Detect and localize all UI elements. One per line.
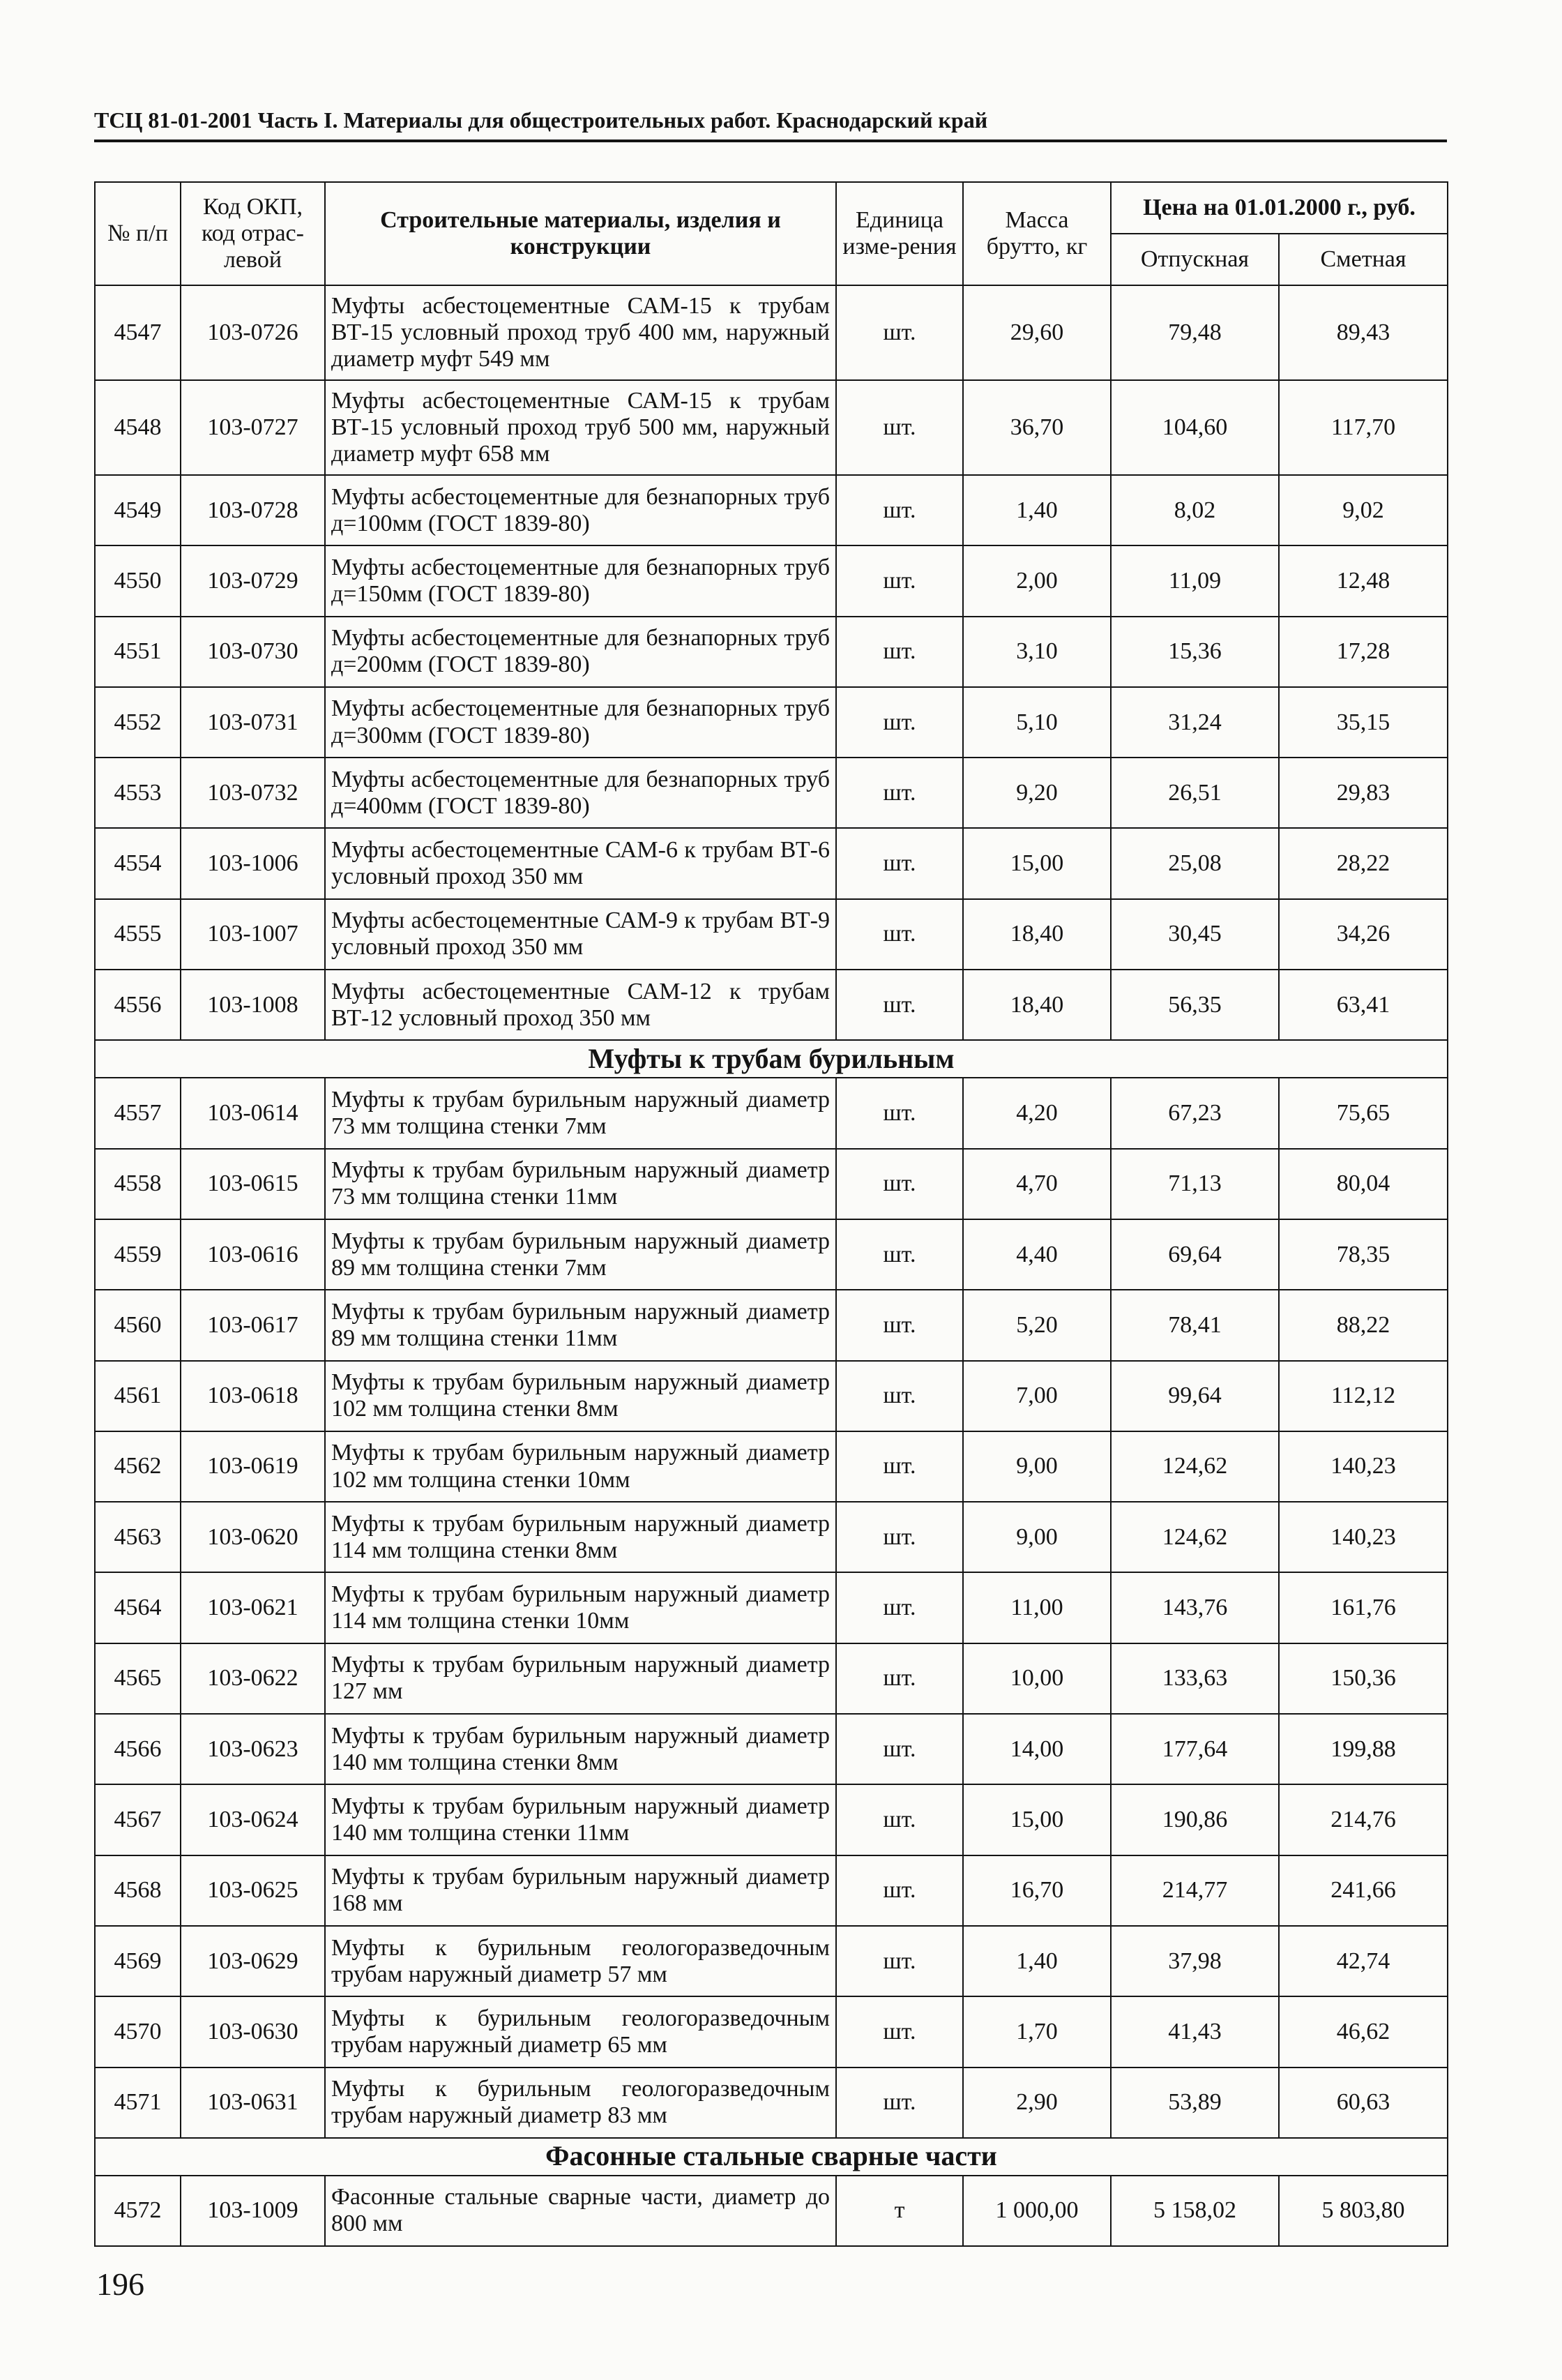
row-code: 103-0728 [181, 475, 325, 545]
row-price-release: 37,98 [1111, 1926, 1279, 1996]
table-row [95, 758, 1448, 828]
row-number: 4566 [95, 1714, 181, 1784]
table-row [95, 1784, 1448, 1855]
table-row [95, 1926, 1448, 1996]
row-code: 103-0622 [181, 1643, 325, 1714]
table-header [95, 182, 1448, 285]
row-unit: шт. [836, 1855, 963, 1926]
row-price-release: 190,86 [1111, 1784, 1279, 1855]
row-unit: шт. [836, 1149, 963, 1219]
row-price-release: 124,62 [1111, 1431, 1279, 1502]
row-name: Муфты к бурильным геологоразведочным трубам наружный диаметр 65 мм [325, 1996, 836, 2067]
table-row [95, 1149, 1448, 1219]
row-code: 103-1008 [181, 970, 325, 1040]
row-mass: 4,40 [963, 1219, 1111, 1290]
row-code: 103-0726 [181, 285, 325, 380]
table-row [95, 899, 1448, 970]
row-name: Муфты асбестоцементные САМ-15 к трубам ВТ-15 условный проход труб 500 мм, наружный диаметр муфт 658 мм [325, 380, 836, 475]
row-mass: 16,70 [963, 1855, 1111, 1926]
row-price-release: 26,51 [1111, 758, 1279, 828]
row-code: 103-0619 [181, 1431, 325, 1502]
table-row [95, 1361, 1448, 1431]
row-unit: шт. [836, 1502, 963, 1572]
row-price-estimate: 78,35 [1279, 1219, 1448, 1290]
section-title-drill-pipes-row [95, 1040, 1448, 1078]
row-mass: 36,70 [963, 380, 1111, 475]
table-row [95, 380, 1448, 475]
col-header-mass: Масса брутто, кг [963, 182, 1111, 285]
row-name: Муфты к трубам бурильным наружный диаметр 168 мм [325, 1855, 836, 1926]
table-row [95, 1219, 1448, 1290]
row-name: Муфты к трубам бурильным наружный диаметр 89 мм толщина стенки 7мм [325, 1219, 836, 1290]
row-unit: шт. [836, 1714, 963, 1784]
row-number: 4548 [95, 380, 181, 475]
table-row [95, 2176, 1448, 2246]
row-mass: 15,00 [963, 1784, 1111, 1855]
row-unit: шт. [836, 285, 963, 380]
table-row [95, 475, 1448, 545]
row-price-estimate: 9,02 [1279, 475, 1448, 545]
table-row [95, 1290, 1448, 1360]
section-title-steel-fittings-row [95, 2138, 1448, 2176]
col-header-price-estimate: Сметная [1279, 234, 1448, 285]
row-price-estimate: 89,43 [1279, 285, 1448, 380]
table-row [95, 1643, 1448, 1714]
row-mass: 10,00 [963, 1643, 1111, 1714]
row-code: 103-1006 [181, 828, 325, 898]
row-mass: 1,40 [963, 1926, 1111, 1996]
row-code: 103-0731 [181, 687, 325, 758]
row-mass: 1,70 [963, 1996, 1111, 2067]
table-row [95, 970, 1448, 1040]
row-name: Муфты к трубам бурильным наружный диаметр 89 мм толщина стенки 11мм [325, 1290, 836, 1360]
row-price-estimate: 112,12 [1279, 1361, 1448, 1431]
row-code: 103-1007 [181, 899, 325, 970]
row-number: 4570 [95, 1996, 181, 2067]
row-code: 103-0623 [181, 1714, 325, 1784]
table-row [95, 1855, 1448, 1926]
table-row [95, 687, 1448, 758]
page-number: 196 [96, 2266, 144, 2302]
row-price-release: 78,41 [1111, 1290, 1279, 1360]
row-name: Муфты к трубам бурильным наружный диаметр 102 мм толщина стенки 8мм [325, 1361, 836, 1431]
row-price-release: 56,35 [1111, 970, 1279, 1040]
row-code: 103-0732 [181, 758, 325, 828]
row-number: 4560 [95, 1290, 181, 1360]
row-code: 103-0621 [181, 1572, 325, 1643]
row-mass: 15,00 [963, 828, 1111, 898]
row-name: Муфты асбестоцементные для безнапорных труб д=300мм (ГОСТ 1839-80) [325, 687, 836, 758]
row-price-estimate: 28,22 [1279, 828, 1448, 898]
row-name: Муфты асбестоцементные для безнапорных труб д=400мм (ГОСТ 1839-80) [325, 758, 836, 828]
row-price-estimate: 140,23 [1279, 1502, 1448, 1572]
row-mass: 18,40 [963, 970, 1111, 1040]
row-name: Муфты к трубам бурильным наружный диаметр 114 мм толщина стенки 10мм [325, 1572, 836, 1643]
row-code: 103-0614 [181, 1078, 325, 1148]
row-price-estimate: 80,04 [1279, 1149, 1448, 1219]
table-row [95, 545, 1448, 616]
row-price-estimate: 161,76 [1279, 1572, 1448, 1643]
col-header-price-group: Цена на 01.01.2000 г., руб. [1111, 182, 1448, 234]
page-header: ТСЦ 81-01-2001 Часть I. Материалы для общестроительных работ. Краснодарский край [94, 107, 988, 133]
row-number: 4571 [95, 2068, 181, 2138]
row-price-estimate: 140,23 [1279, 1431, 1448, 1502]
row-name: Муфты к трубам бурильным наружный диаметр 73 мм толщина стенки 11мм [325, 1149, 836, 1219]
row-code: 103-0624 [181, 1784, 325, 1855]
row-number: 4564 [95, 1572, 181, 1643]
row-unit: шт. [836, 687, 963, 758]
row-unit: шт. [836, 828, 963, 898]
row-number: 4551 [95, 617, 181, 687]
row-mass: 29,60 [963, 285, 1111, 380]
row-mass: 11,00 [963, 1572, 1111, 1643]
row-price-release: 30,45 [1111, 899, 1279, 970]
row-price-release: 104,60 [1111, 380, 1279, 475]
table-row [95, 828, 1448, 898]
row-price-estimate: 12,48 [1279, 545, 1448, 616]
row-mass: 1,40 [963, 475, 1111, 545]
row-code: 103-0631 [181, 2068, 325, 2138]
row-mass: 3,10 [963, 617, 1111, 687]
table-row [95, 1502, 1448, 1572]
row-number: 4572 [95, 2176, 181, 2246]
table-body [95, 285, 1448, 2246]
row-unit: шт. [836, 1643, 963, 1714]
row-price-release: 8,02 [1111, 475, 1279, 545]
row-price-estimate: 34,26 [1279, 899, 1448, 970]
row-name: Муфты асбестоцементные САМ-6 к трубам ВТ-6 условный проход 350 мм [325, 828, 836, 898]
row-code: 103-0729 [181, 545, 325, 616]
row-name: Муфты к бурильным геологоразведочным трубам наружный диаметр 57 мм [325, 1926, 836, 1996]
row-price-release: 53,89 [1111, 2068, 1279, 2138]
row-name: Муфты асбестоцементные САМ-12 к трубам ВТ-12 условный проход 350 мм [325, 970, 836, 1040]
row-name: Муфты асбестоцементные САМ-9 к трубам ВТ-9 условный проход 350 мм [325, 899, 836, 970]
row-number: 4549 [95, 475, 181, 545]
row-price-estimate: 29,83 [1279, 758, 1448, 828]
row-mass: 14,00 [963, 1714, 1111, 1784]
row-code: 103-0727 [181, 380, 325, 475]
row-name: Муфты к трубам бурильным наружный диаметр 140 мм толщина стенки 8мм [325, 1714, 836, 1784]
table-row [95, 285, 1448, 380]
row-unit: шт. [836, 475, 963, 545]
header-rule [94, 140, 1447, 142]
row-unit: шт. [836, 545, 963, 616]
row-price-estimate: 60,63 [1279, 2068, 1448, 2138]
row-number: 4568 [95, 1855, 181, 1926]
row-number: 4569 [95, 1926, 181, 1996]
table-row [95, 1714, 1448, 1784]
row-code: 103-0620 [181, 1502, 325, 1572]
col-header-num: № п/п [95, 182, 181, 285]
row-number: 4550 [95, 545, 181, 616]
row-price-release: 11,09 [1111, 545, 1279, 616]
row-unit: шт. [836, 899, 963, 970]
row-name: Муфты к трубам бурильным наружный диаметр 114 мм толщина стенки 8мм [325, 1502, 836, 1572]
row-number: 4557 [95, 1078, 181, 1148]
section-title-steel-fittings: Фасонные стальные сварные части [95, 2138, 1448, 2176]
row-mass: 4,70 [963, 1149, 1111, 1219]
row-name: Муфты асбестоцементные для безнапорных труб д=200мм (ГОСТ 1839-80) [325, 617, 836, 687]
row-price-release: 99,64 [1111, 1361, 1279, 1431]
row-name: Муфты к бурильным геологоразведочным трубам наружный диаметр 83 мм [325, 2068, 836, 2138]
row-unit: шт. [836, 758, 963, 828]
row-name: Муфты к трубам бурильным наружный диаметр 127 мм [325, 1643, 836, 1714]
row-number: 4547 [95, 285, 181, 380]
row-code: 103-0630 [181, 1996, 325, 2067]
row-unit: шт. [836, 1926, 963, 1996]
row-mass: 5,10 [963, 687, 1111, 758]
row-mass: 2,90 [963, 2068, 1111, 2138]
row-unit: шт. [836, 1784, 963, 1855]
table-row [95, 1572, 1448, 1643]
table-row [95, 2068, 1448, 2138]
row-price-estimate: 46,62 [1279, 1996, 1448, 2067]
table-row [95, 617, 1448, 687]
row-number: 4562 [95, 1431, 181, 1502]
row-price-estimate: 17,28 [1279, 617, 1448, 687]
row-price-release: 124,62 [1111, 1502, 1279, 1572]
row-number: 4556 [95, 970, 181, 1040]
row-price-release: 67,23 [1111, 1078, 1279, 1148]
row-unit: шт. [836, 2068, 963, 2138]
row-price-release: 15,36 [1111, 617, 1279, 687]
row-name: Муфты асбестоцементные для безнапорных труб д=100мм (ГОСТ 1839-80) [325, 475, 836, 545]
row-number: 4552 [95, 687, 181, 758]
row-code: 103-0618 [181, 1361, 325, 1431]
row-price-estimate: 117,70 [1279, 380, 1448, 475]
row-code: 103-0625 [181, 1855, 325, 1926]
row-price-estimate: 63,41 [1279, 970, 1448, 1040]
row-price-release: 5 158,02 [1111, 2176, 1279, 2246]
row-mass: 5,20 [963, 1290, 1111, 1360]
row-number: 4567 [95, 1784, 181, 1855]
table-row [95, 1996, 1448, 2067]
row-price-release: 71,13 [1111, 1149, 1279, 1219]
row-unit: шт. [836, 1572, 963, 1643]
row-price-estimate: 35,15 [1279, 687, 1448, 758]
row-price-release: 143,76 [1111, 1572, 1279, 1643]
row-unit: шт. [836, 1078, 963, 1148]
row-price-release: 41,43 [1111, 1996, 1279, 2067]
row-price-estimate: 5 803,80 [1279, 2176, 1448, 2246]
row-price-estimate: 88,22 [1279, 1290, 1448, 1360]
row-mass: 18,40 [963, 899, 1111, 970]
row-code: 103-0617 [181, 1290, 325, 1360]
row-price-estimate: 150,36 [1279, 1643, 1448, 1714]
row-mass: 9,00 [963, 1502, 1111, 1572]
row-number: 4555 [95, 899, 181, 970]
price-table [94, 181, 1448, 2247]
row-name: Муфты асбестоцементные для безнапорных труб д=150мм (ГОСТ 1839-80) [325, 545, 836, 616]
table-row [95, 1078, 1448, 1148]
row-price-estimate: 75,65 [1279, 1078, 1448, 1148]
row-price-estimate: 199,88 [1279, 1714, 1448, 1784]
row-number: 4559 [95, 1219, 181, 1290]
row-unit: шт. [836, 617, 963, 687]
row-unit: шт. [836, 1996, 963, 2067]
row-name: Муфты асбестоцементные САМ-15 к трубам ВТ-15 условный проход труб 400 мм, наружный диаметр муфт 549 мм [325, 285, 836, 380]
row-unit: шт. [836, 1290, 963, 1360]
row-number: 4554 [95, 828, 181, 898]
row-unit: шт. [836, 380, 963, 475]
section-title-drill-pipes: Муфты к трубам бурильным [95, 1040, 1448, 1078]
row-mass: 1 000,00 [963, 2176, 1111, 2246]
row-code: 103-0629 [181, 1926, 325, 1996]
row-number: 4563 [95, 1502, 181, 1572]
row-unit: шт. [836, 1361, 963, 1431]
row-name: Муфты к трубам бурильным наружный диаметр 102 мм толщина стенки 10мм [325, 1431, 836, 1502]
row-price-estimate: 42,74 [1279, 1926, 1448, 1996]
row-price-estimate: 214,76 [1279, 1784, 1448, 1855]
row-price-release: 214,77 [1111, 1855, 1279, 1926]
row-code: 103-1009 [181, 2176, 325, 2246]
row-number: 4561 [95, 1361, 181, 1431]
row-price-release: 69,64 [1111, 1219, 1279, 1290]
col-header-price-release: Отпускная [1111, 234, 1279, 285]
row-price-release: 79,48 [1111, 285, 1279, 380]
row-name: Муфты к трубам бурильным наружный диаметр 73 мм толщина стенки 7мм [325, 1078, 836, 1148]
row-unit: шт. [836, 1219, 963, 1290]
row-mass: 2,00 [963, 545, 1111, 616]
row-code: 103-0730 [181, 617, 325, 687]
row-number: 4558 [95, 1149, 181, 1219]
row-mass: 7,00 [963, 1361, 1111, 1431]
row-price-release: 133,63 [1111, 1643, 1279, 1714]
row-name: Фасонные стальные сварные части, диаметр до 800 мм [325, 2176, 836, 2246]
row-mass: 9,20 [963, 758, 1111, 828]
row-mass: 4,20 [963, 1078, 1111, 1148]
row-number: 4553 [95, 758, 181, 828]
col-header-name: Строительные материалы, изделия и конструкции [325, 182, 836, 285]
row-unit: шт. [836, 970, 963, 1040]
row-unit: т [836, 2176, 963, 2246]
col-header-code: Код ОКП, код отрас-левой [181, 182, 325, 285]
col-header-unit: Единица изме-рения [836, 182, 963, 285]
row-price-release: 31,24 [1111, 687, 1279, 758]
table-row [95, 1431, 1448, 1502]
row-price-release: 177,64 [1111, 1714, 1279, 1784]
row-mass: 9,00 [963, 1431, 1111, 1502]
row-price-estimate: 241,66 [1279, 1855, 1448, 1926]
row-unit: шт. [836, 1431, 963, 1502]
row-code: 103-0616 [181, 1219, 325, 1290]
row-number: 4565 [95, 1643, 181, 1714]
row-price-release: 25,08 [1111, 828, 1279, 898]
row-name: Муфты к трубам бурильным наружный диаметр 140 мм толщина стенки 11мм [325, 1784, 836, 1855]
row-code: 103-0615 [181, 1149, 325, 1219]
